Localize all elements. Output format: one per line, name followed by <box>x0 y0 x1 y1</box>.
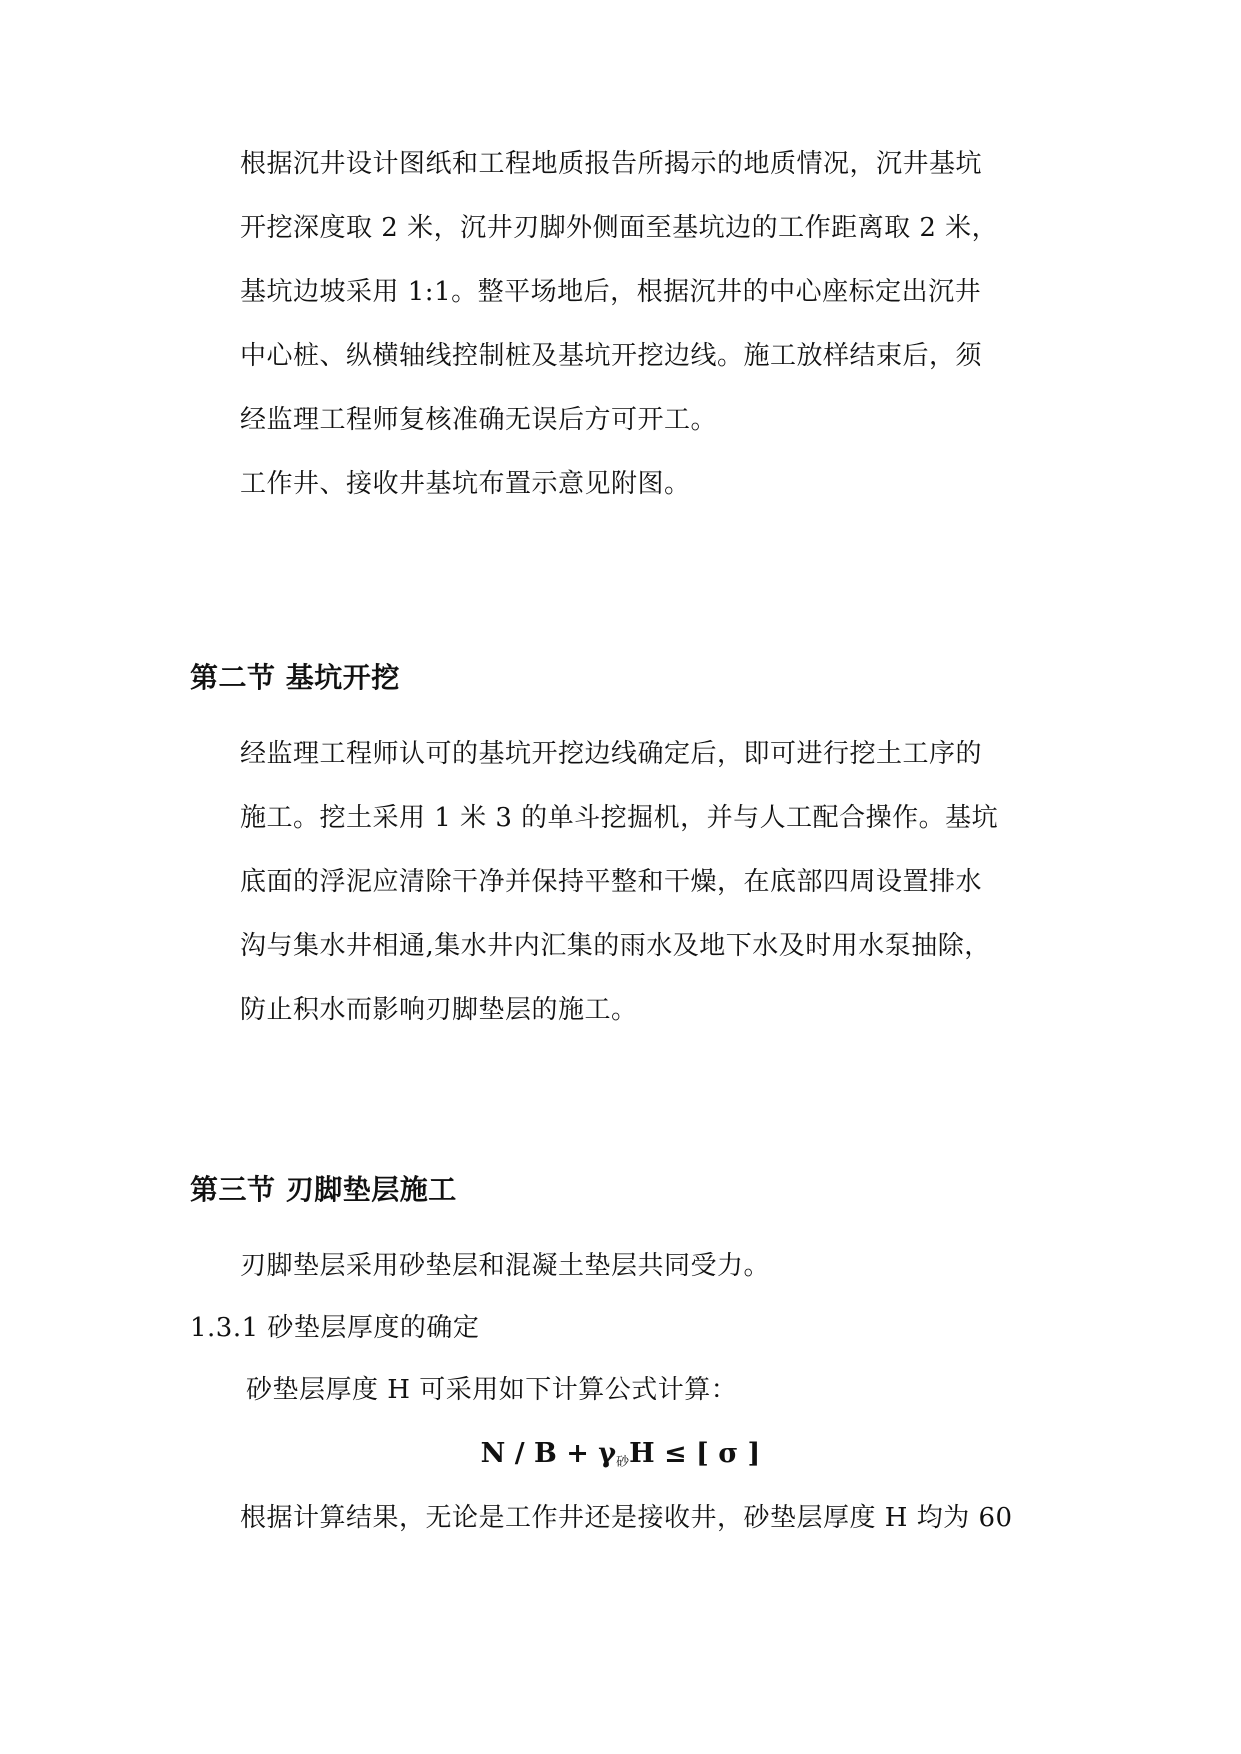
paragraph-line: 底面的浮泥应清除干净并保持平整和干燥，在底部四周设置排水 <box>240 867 983 897</box>
paragraph-line: 施工。挖土采用 1 米 3 的单斗挖掘机，并与人工配合操作。基坑 <box>240 803 999 833</box>
section-heading: 第三节 刃脚垫层施工 <box>190 1173 457 1206</box>
paragraph-line: 中心桩、纵横轴线控制桩及基坑开挖边线。施工放样结束后，须 <box>240 341 983 371</box>
paragraph-line: 经监理工程师复核准确无误后方可开工。 <box>240 405 718 435</box>
paragraph-line: 根据计算结果，无论是工作井还是接收井，砂垫层厚度 H 均为 60 <box>240 1503 1013 1533</box>
paragraph-line: 经监理工程师认可的基坑开挖边线确定后，即可进行挖土工序的 <box>240 739 983 769</box>
formula-rest: H ≤ [ σ ] <box>629 1438 761 1469</box>
paragraph-line: 基坑边坡采用 1:1。整平场地后，根据沉井的中心座标定出沉井 <box>240 277 982 307</box>
paragraph-line: 刃脚垫层采用砂垫层和混凝土垫层共同受力。 <box>240 1251 771 1281</box>
paragraph-line: 防止积水而影响刃脚垫层的施工。 <box>240 995 638 1025</box>
formula-main: N / B + γ <box>480 1438 617 1469</box>
figure-note: 工作井、接收井基坑布置示意见附图。 <box>240 469 691 499</box>
formula-subscript: 砂 <box>616 1455 630 1470</box>
paragraph-line: 开挖深度取 2 米，沉井刃脚外侧面至基坑边的工作距离取 2 米， <box>240 213 999 243</box>
section-heading: 第二节 基坑开挖 <box>190 661 400 694</box>
paragraph-line: 沟与集水井相通,集水井内汇集的雨水及地下水及时用水泵抽除， <box>240 931 991 961</box>
formula-intro: 砂垫层厚度 H 可采用如下计算公式计算： <box>246 1375 738 1405</box>
paragraph-line: 根据沉井设计图纸和工程地质报告所揭示的地质情况，沉井基坑 <box>240 149 983 179</box>
subsection-title: 1.3.1 砂垫层厚度的确定 <box>190 1313 480 1343</box>
formula <box>0 1436 1241 1481</box>
